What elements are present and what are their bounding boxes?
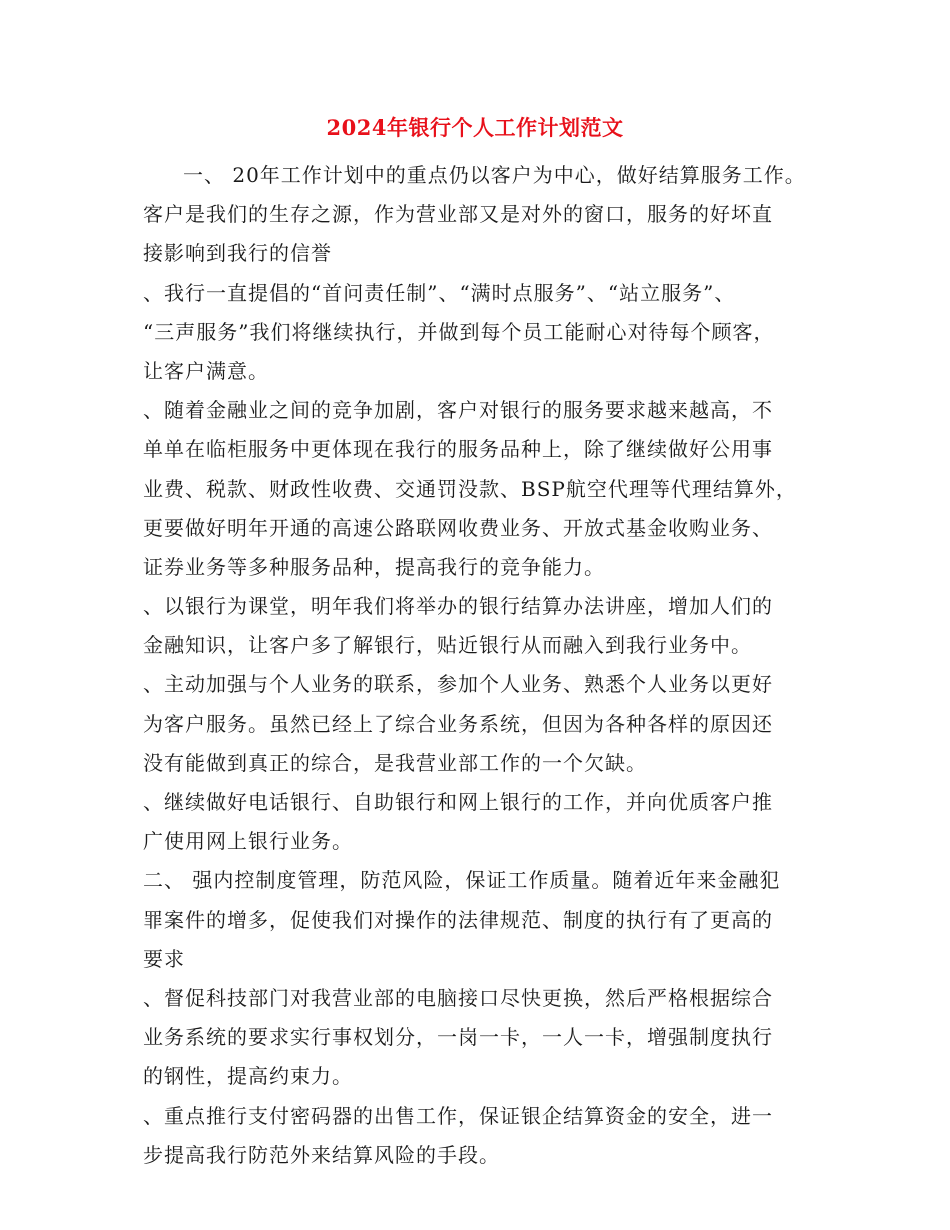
paragraph-line: 单单在临柜服务中更体现在我行的服务品种上，除了继续做好公用事	[143, 437, 773, 462]
paragraph-line: 二、 强内控制度管理，防范风险，保证工作质量。随着近年来金融犯	[143, 868, 781, 893]
paragraph-line: 业费、税款、财政性收费、交通罚没款、BSP航空代理等代理结算外，	[143, 476, 797, 501]
paragraph-line: “三声服务”我们将继续执行，并做到每个员工能耐心对待每个顾客，	[143, 319, 775, 344]
paragraph-line: 、以银行为课堂，明年我们将举办的银行结算办法讲座，增加人们的	[143, 594, 773, 619]
document-title: 2024年银行个人工作计划范文	[326, 115, 624, 140]
paragraph-line: 金融知识，让客户多了解银行，贴近银行从而融入到我行业务中。	[143, 633, 752, 658]
paragraph-line: 广使用网上银行业务。	[143, 829, 353, 854]
paragraph-line: 罪案件的增多，促使我们对操作的法律规范、制度的执行有了更高的	[143, 907, 773, 932]
paragraph-line: 更要做好明年开通的高速公路联网收费业务、开放式基金收购业务、	[143, 515, 773, 540]
paragraph-line: 、主动加强与个人业务的联系，参加个人业务、熟悉个人业务以更好	[143, 672, 773, 697]
paragraph-line: 、督促科技部门对我营业部的电脑接口尽快更换，然后严格根据综合	[143, 985, 773, 1010]
paragraph-line: 步提高我行防范外来结算风险的手段。	[143, 1142, 500, 1167]
paragraph-line: 接影响到我行的信誉	[143, 241, 332, 266]
paragraph-line: 要求	[143, 946, 185, 971]
paragraph-line: 让客户满意。	[143, 358, 269, 383]
paragraph-line: 、我行一直提倡的“首问责任制”、“满时点服务”、“站立服务”、	[143, 280, 736, 305]
paragraph-line: 一、 20年工作计划中的重点仍以客户为中心，做好结算服务工作。	[183, 163, 806, 187]
paragraph-line: 的钢性，提高约束力。	[143, 1064, 353, 1089]
document-body	[143, 156, 843, 1175]
paragraph-line: 客户是我们的生存之源，作为营业部又是对外的窗口，服务的好坏直	[143, 202, 773, 227]
paragraph-line: 、继续做好电话银行、自助银行和网上银行的工作，并向优质客户推	[143, 790, 773, 814]
paragraph-line: 证券业务等多种服务品种，提高我行的竞争能力。	[143, 554, 605, 579]
paragraph-line: 为客户服务。虽然已经上了综合业务系统，但因为各种各样的原因还	[143, 711, 773, 736]
paragraph-line: 没有能做到真正的综合，是我营业部工作的一个欠缺。	[143, 750, 647, 775]
paragraph-line: 、重点推行支付密码器的出售工作，保证银企结算资金的安全，进一	[143, 1103, 773, 1128]
paragraph-line: 、随着金融业之间的竞争加剧，客户对银行的服务要求越来越高，不	[143, 398, 773, 423]
paragraph-line: 业务系统的要求实行事权划分，一岗一卡，一人一卡，增强制度执行	[143, 1025, 773, 1050]
